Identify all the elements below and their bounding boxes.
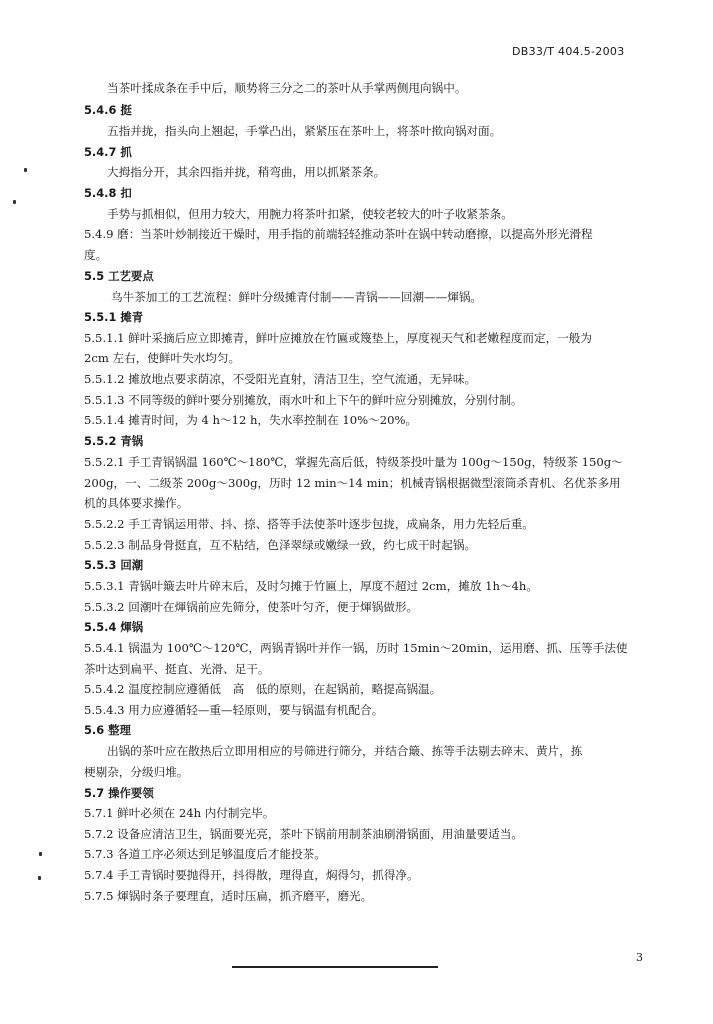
text-line: 茶叶达到扁平、挺直、光滑、足干。: [84, 662, 270, 676]
text-line: 5.5.4.3 用力应遵循轻—重—轻原则，要与锅温有机配合。: [84, 703, 384, 717]
text-line: 5.5.3.1 青锅叶簸去叶片碎末后，及时匀摊于竹匾上，厚度不超过 2cm，摊放 1h～4h。: [84, 579, 538, 593]
section-heading: 5.5.3 回潮: [84, 558, 144, 572]
text-line: 5.7.2 设备应清洁卫生，锅面要光亮，茶叶下锅前用制茶油刷滑锅面，用油量要适当。: [84, 827, 523, 841]
section-heading: 5.5.2 青锅: [84, 434, 144, 448]
text-line: 机的具体要求操作。: [84, 496, 189, 510]
section-heading: 5.6 整理: [84, 723, 131, 737]
section-heading: 5.4.6 挺: [84, 103, 132, 117]
text-line: 大拇指分开，其余四指并拢，稍弯曲，用以抓紧茶条。: [107, 165, 386, 179]
section-heading: 5.4.7 抓: [84, 145, 132, 159]
text-line: 200g，一、二级茶 200g～300g，历时 12 min～14 min；机械青锅根据微型滚筒杀青机、名优茶多用: [84, 476, 621, 490]
text-line: 梗剔杂，分级归堆。: [84, 765, 189, 779]
text-line: 5.7.5 煇锅时条子要理直，适时压扁，抓齐磨平，磨光。: [84, 889, 373, 903]
text-line: 乌牛茶加工的工艺流程：鲜叶分级摊青付制——青锅——回潮——煇锅。: [111, 290, 483, 304]
text-line: 5.5.4.1 锅温为 100℃～120℃，两锅青锅叶并作一锅，历时 15min～20min，运用磨、抓、压等手法使: [84, 641, 628, 655]
section-heading: 5.7 操作要领: [84, 786, 154, 800]
section-heading: 5.4.8 扣: [84, 186, 132, 200]
text-line: 5.5.1.4 摊青时间，为 4 h～12 h，失水率控制在 10%～20%。: [84, 413, 418, 427]
text-line: 5.5.1.3 不同等级的鲜叶要分别摊放，雨水叶和上下午的鲜叶应分别摊放，分别付制。: [84, 393, 523, 407]
scan-speck: [38, 876, 41, 880]
text-line: 5.5.1.1 鲜叶采摘后应立即摊青，鲜叶应摊放在竹匾或篾垫上，厚度视天气和老嫩程度而定，一般为: [84, 331, 592, 345]
text-line: 5.5.4.2 温度控制应遵循低 高 低的原则，在起锅前，略提高锅温。: [84, 682, 442, 696]
text-line: 5.7.4 手工青锅时要抛得开，抖得散，理得直，焖得匀，抓得净。: [84, 868, 419, 882]
text-line: 度。: [84, 248, 108, 262]
text-line: 5.7.1 鲜叶必须在 24h 内付制完毕。: [84, 806, 275, 820]
section-heading: 5.5.1 摊青: [84, 310, 144, 324]
scan-speck: [24, 168, 27, 172]
section-heading: 5.5.4 煇锅: [84, 620, 144, 634]
scan-speck: [39, 852, 42, 856]
text-line: 手势与抓相似，但用力较大，用腕力将茶叶扣紧，使较老较大的叶子收紧茶条。: [107, 207, 513, 221]
text-line: 5.5.2.3 制品身骨挺直，互不粘结，色泽翠绿或嫩绿一致，约七成干时起锅。: [84, 538, 477, 552]
text-line: 2cm 左右，使鲜叶失水均匀。: [84, 351, 241, 365]
text-line: 当茶叶揉成条在手中后，顺势将三分之二的茶叶从手掌两侧甩向锅中。: [107, 81, 467, 95]
text-line: 5.4.9 磨：当茶叶炒制接近干燥时，用手指的前端轻轻推动茶叶在锅中转动磨擦，以提高外形光滑程: [84, 227, 593, 241]
scan-speck: [13, 200, 16, 204]
text-line: 5.7.3 各道工序必须达到足够温度后才能投茶。: [84, 847, 326, 861]
page-number: 3: [636, 951, 643, 964]
page-header: DB33/T 404.5-2003: [512, 45, 625, 58]
text-line: 5.5.1.2 摊放地点要求荫凉，不受阳光直射，清洁卫生，空气流通，无异味。: [84, 372, 477, 386]
text-line: 5.5.2.2 手工青锅运用带、抖、捺、搭等手法使茶叶逐步包拢，成扁条，用力先轻后重。: [84, 517, 535, 531]
text-line: 5.5.2.1 手工青锅锅温 160℃～180℃，掌握先高后低，特级茶投叶量为 100g～150g，特级茶 150g～: [84, 455, 623, 469]
text-line: 出锅的茶叶应在散热后立即用相应的号筛进行筛分，并结合簸、拣等手法剔去碎末、黄片，拣: [107, 744, 583, 758]
text-line: 5.5.3.2 回潮叶在煇锅前应先筛分，使茶叶匀齐，便于煇锅做形。: [84, 600, 419, 614]
footer-rule: [232, 966, 438, 968]
text-line: 五指并拢，指头向上翘起，手掌凸出，紧紧压在茶叶上，将茶叶揿向锅对面。: [107, 124, 502, 138]
section-heading: 5.5 工艺要点: [84, 269, 154, 283]
